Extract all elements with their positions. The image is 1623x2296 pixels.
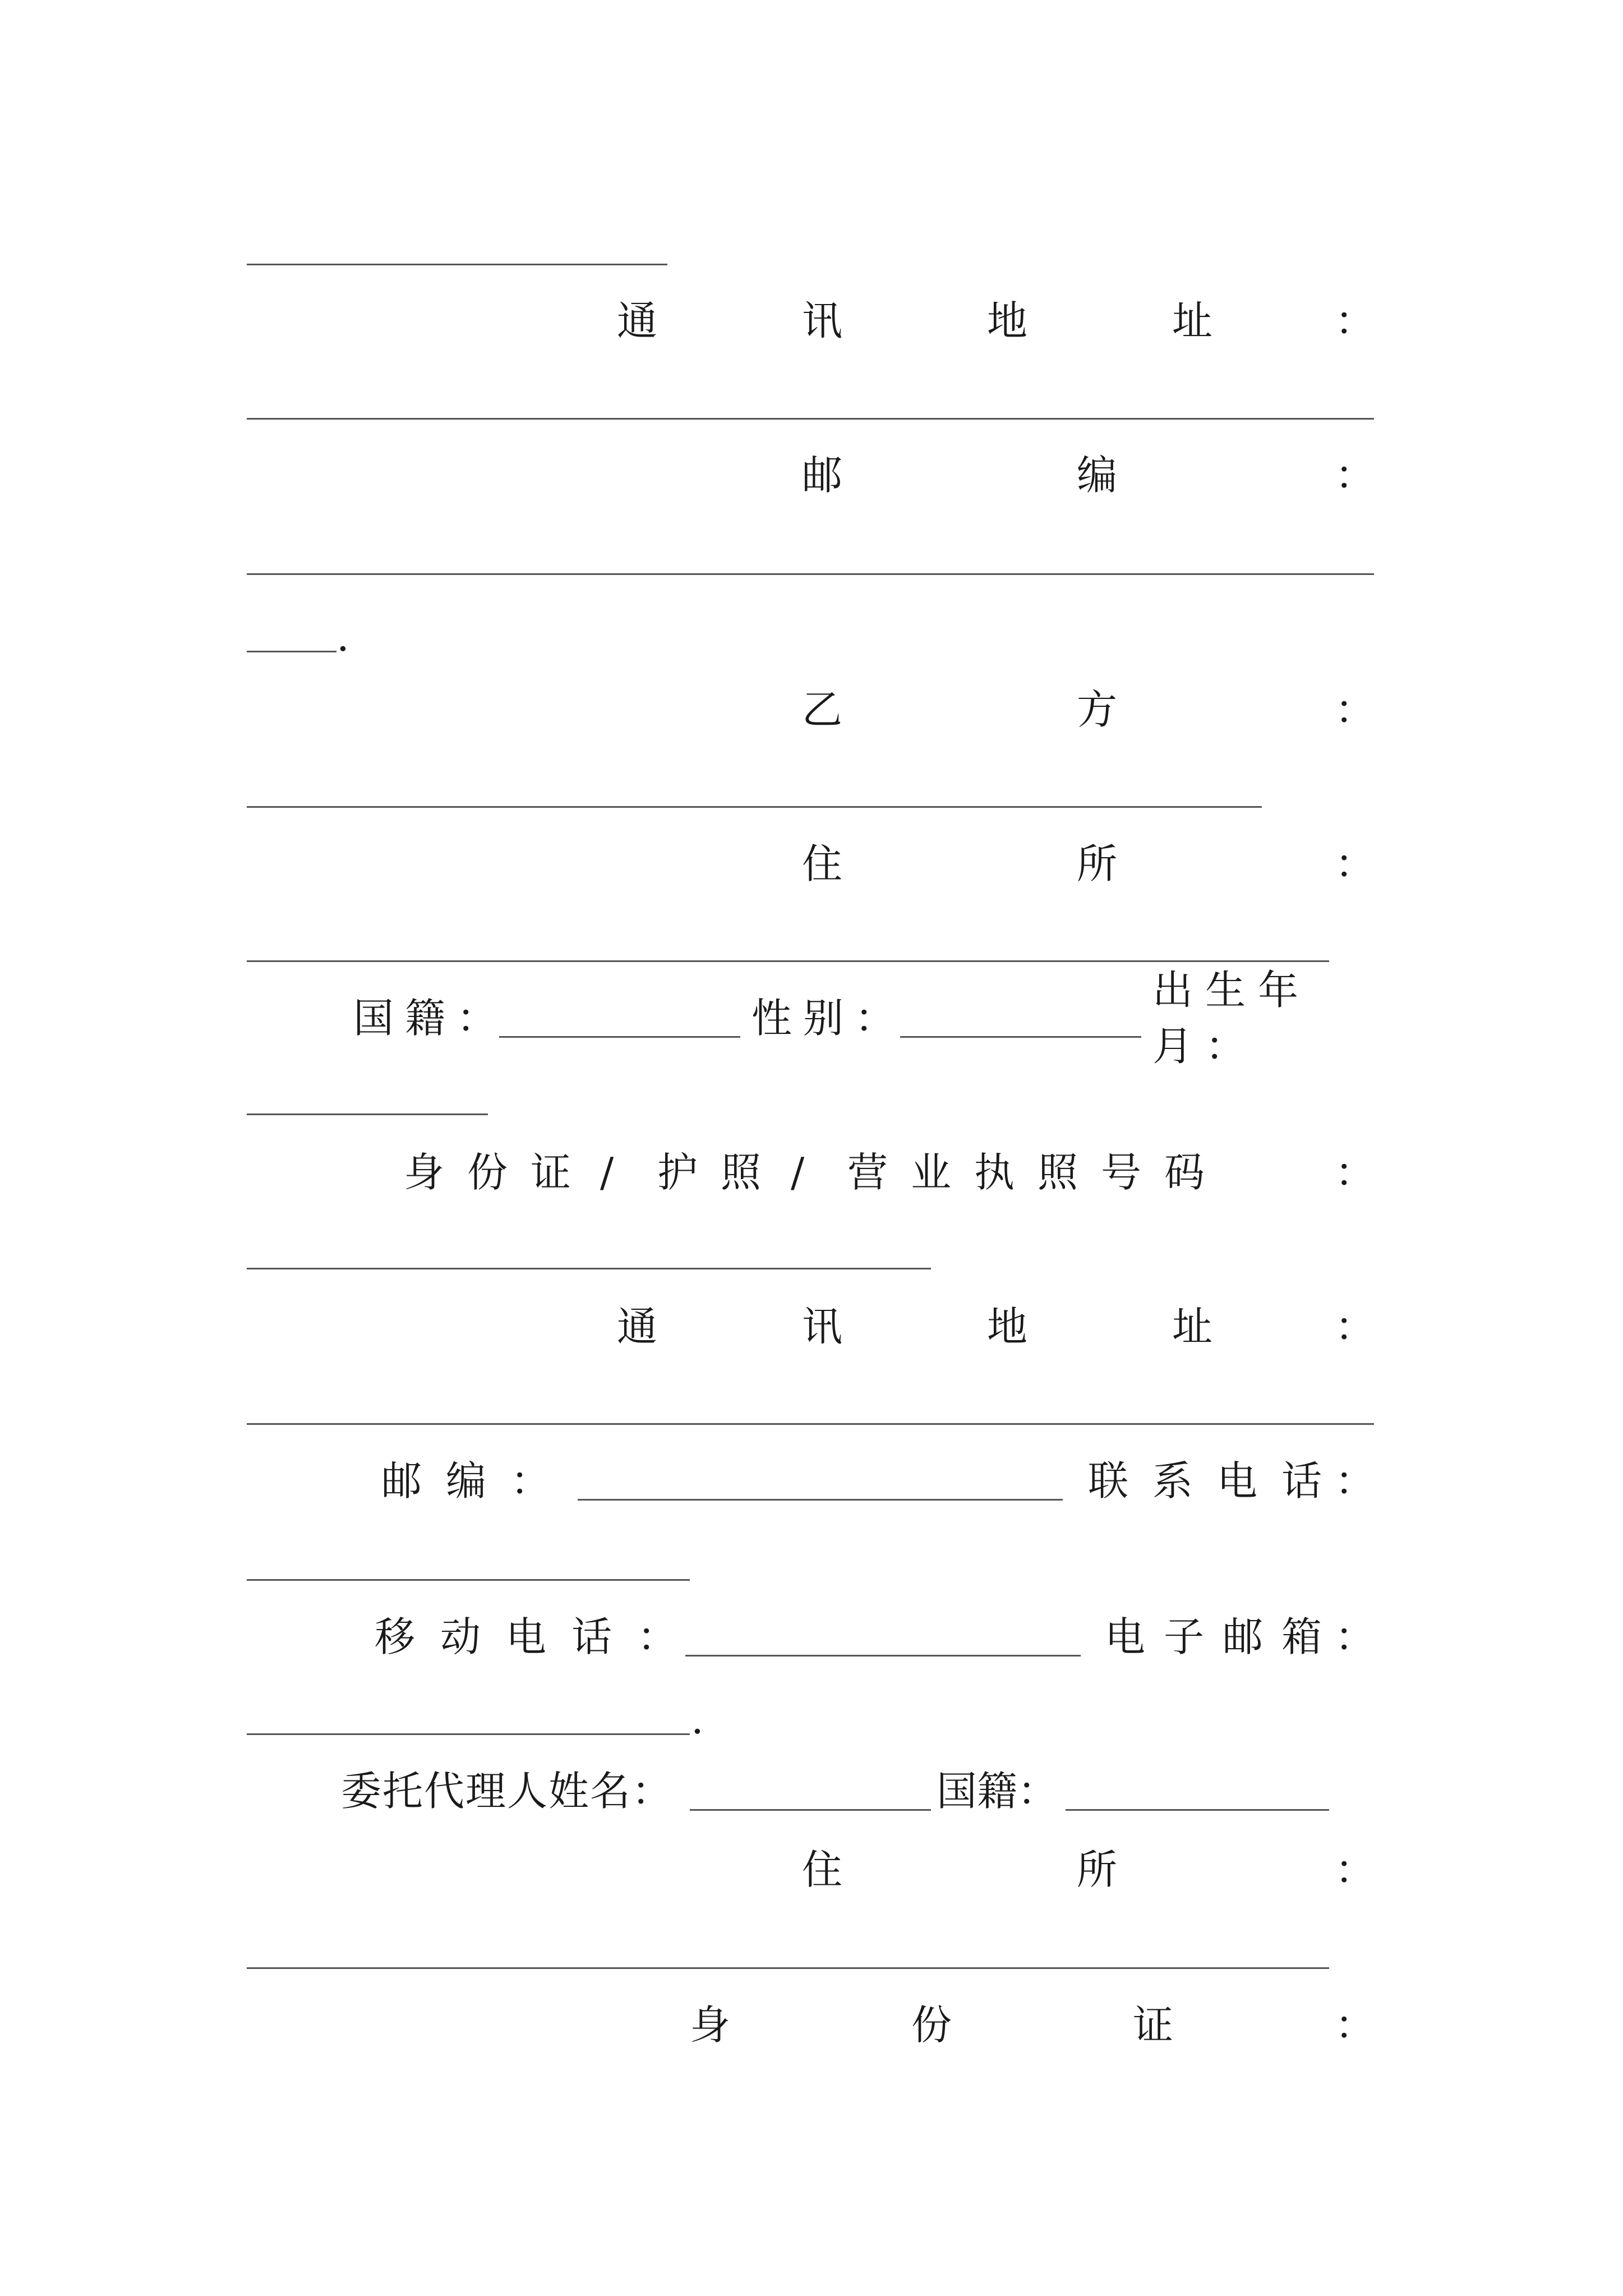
char: ： bbox=[637, 1613, 678, 1660]
blank-line bbox=[247, 1268, 931, 1269]
char: 号 bbox=[1101, 1149, 1142, 1196]
char: 话 bbox=[571, 1613, 612, 1660]
address-label-row-2 bbox=[247, 1299, 1376, 1355]
char: 乙 bbox=[802, 686, 843, 733]
char: 邮 bbox=[802, 452, 843, 499]
char: 所 bbox=[1077, 840, 1118, 887]
char: 邮 bbox=[1223, 1613, 1264, 1660]
char: / bbox=[600, 1149, 614, 1196]
blank-line bbox=[247, 573, 1374, 575]
char: 地 bbox=[987, 1303, 1028, 1350]
colon: ： bbox=[1335, 1303, 1376, 1350]
char: 箱 bbox=[1281, 1613, 1322, 1660]
blank-line bbox=[247, 1114, 488, 1115]
agent-name-blank bbox=[690, 1809, 931, 1811]
char: 子 bbox=[1164, 1613, 1205, 1660]
colon: ： bbox=[1335, 1846, 1376, 1893]
char: / bbox=[791, 1149, 805, 1196]
char: 身 bbox=[690, 2001, 731, 2049]
char: 移 bbox=[375, 1613, 416, 1660]
agent-nationality-blank bbox=[1066, 1809, 1329, 1811]
char: 编 bbox=[1077, 452, 1118, 499]
agent-name-label: 委托代理人姓名： bbox=[341, 1768, 674, 1815]
nationality-gender-birth-row bbox=[247, 967, 1363, 1070]
period: . bbox=[691, 1696, 704, 1743]
colon: ： bbox=[1335, 1613, 1376, 1660]
birth-label: 出生年月： bbox=[1152, 967, 1311, 1070]
blank-line bbox=[247, 1579, 690, 1581]
blank-line bbox=[247, 651, 336, 652]
char: 话 bbox=[1281, 1457, 1322, 1504]
colon: ： bbox=[1335, 1457, 1376, 1504]
agent-id-row bbox=[247, 1997, 1376, 2053]
gender-blank bbox=[900, 1036, 1141, 1038]
blank-line bbox=[247, 806, 1262, 808]
blank-line bbox=[247, 1733, 690, 1735]
residence-row-2 bbox=[247, 1842, 1376, 1898]
char: 编 bbox=[446, 1457, 487, 1504]
residence-row bbox=[247, 836, 1376, 892]
mobile-blank bbox=[685, 1655, 1081, 1657]
char: 执 bbox=[974, 1149, 1015, 1196]
char: 方 bbox=[1077, 686, 1118, 733]
char: 身 bbox=[404, 1149, 445, 1196]
char: 证 bbox=[1133, 2001, 1174, 2049]
colon: ： bbox=[1335, 2001, 1376, 2049]
char: ： bbox=[510, 1457, 551, 1504]
char: 所 bbox=[1077, 1846, 1118, 1893]
char: 电 bbox=[1217, 1457, 1258, 1504]
char: 住 bbox=[802, 840, 843, 887]
zip-phone-row bbox=[247, 1453, 1376, 1509]
char: 联 bbox=[1088, 1457, 1129, 1504]
char: 动 bbox=[440, 1613, 481, 1660]
char: 讯 bbox=[802, 1303, 843, 1350]
blank-line bbox=[247, 1967, 1329, 1969]
char: 码 bbox=[1164, 1149, 1205, 1196]
char: 业 bbox=[911, 1149, 952, 1196]
char: 地 bbox=[987, 297, 1028, 344]
char: 电 bbox=[1105, 1613, 1146, 1660]
char: 照 bbox=[1038, 1149, 1078, 1196]
char: 护 bbox=[657, 1149, 698, 1196]
char: 讯 bbox=[802, 297, 843, 344]
colon: ： bbox=[1335, 297, 1376, 344]
nationality-blank bbox=[499, 1036, 740, 1038]
zip-blank bbox=[578, 1499, 1063, 1501]
char: 证 bbox=[531, 1149, 571, 1196]
char: 址 bbox=[1172, 297, 1213, 344]
char: 住 bbox=[802, 1846, 843, 1893]
char: 照 bbox=[721, 1149, 762, 1196]
blank-line bbox=[247, 264, 667, 265]
address-label-row bbox=[247, 293, 1376, 349]
blank-line bbox=[247, 418, 1374, 420]
char: 电 bbox=[506, 1613, 547, 1660]
char: 通 bbox=[617, 1303, 658, 1350]
colon: ： bbox=[1335, 686, 1376, 733]
zip-label-row bbox=[247, 447, 1376, 503]
char: 邮 bbox=[381, 1457, 422, 1504]
id-number-row bbox=[247, 1144, 1376, 1200]
period: . bbox=[336, 613, 349, 660]
agent-name-row bbox=[247, 1763, 1363, 1819]
colon: ： bbox=[1335, 452, 1376, 499]
gender-label: 性别： bbox=[751, 995, 907, 1042]
char: 通 bbox=[617, 297, 658, 344]
colon: ： bbox=[1335, 840, 1376, 887]
nationality-label: 国籍： bbox=[353, 995, 509, 1042]
char: 营 bbox=[847, 1149, 888, 1196]
char: 系 bbox=[1152, 1457, 1193, 1504]
blank-line bbox=[247, 1423, 1374, 1425]
agent-nationality-label: 国籍： bbox=[937, 1768, 1058, 1815]
char: 份 bbox=[467, 1149, 508, 1196]
colon: ： bbox=[1335, 1149, 1376, 1196]
char: 址 bbox=[1172, 1303, 1213, 1350]
party-b-row bbox=[247, 682, 1376, 738]
char: 份 bbox=[911, 2001, 952, 2049]
mobile-email-row bbox=[247, 1609, 1376, 1665]
